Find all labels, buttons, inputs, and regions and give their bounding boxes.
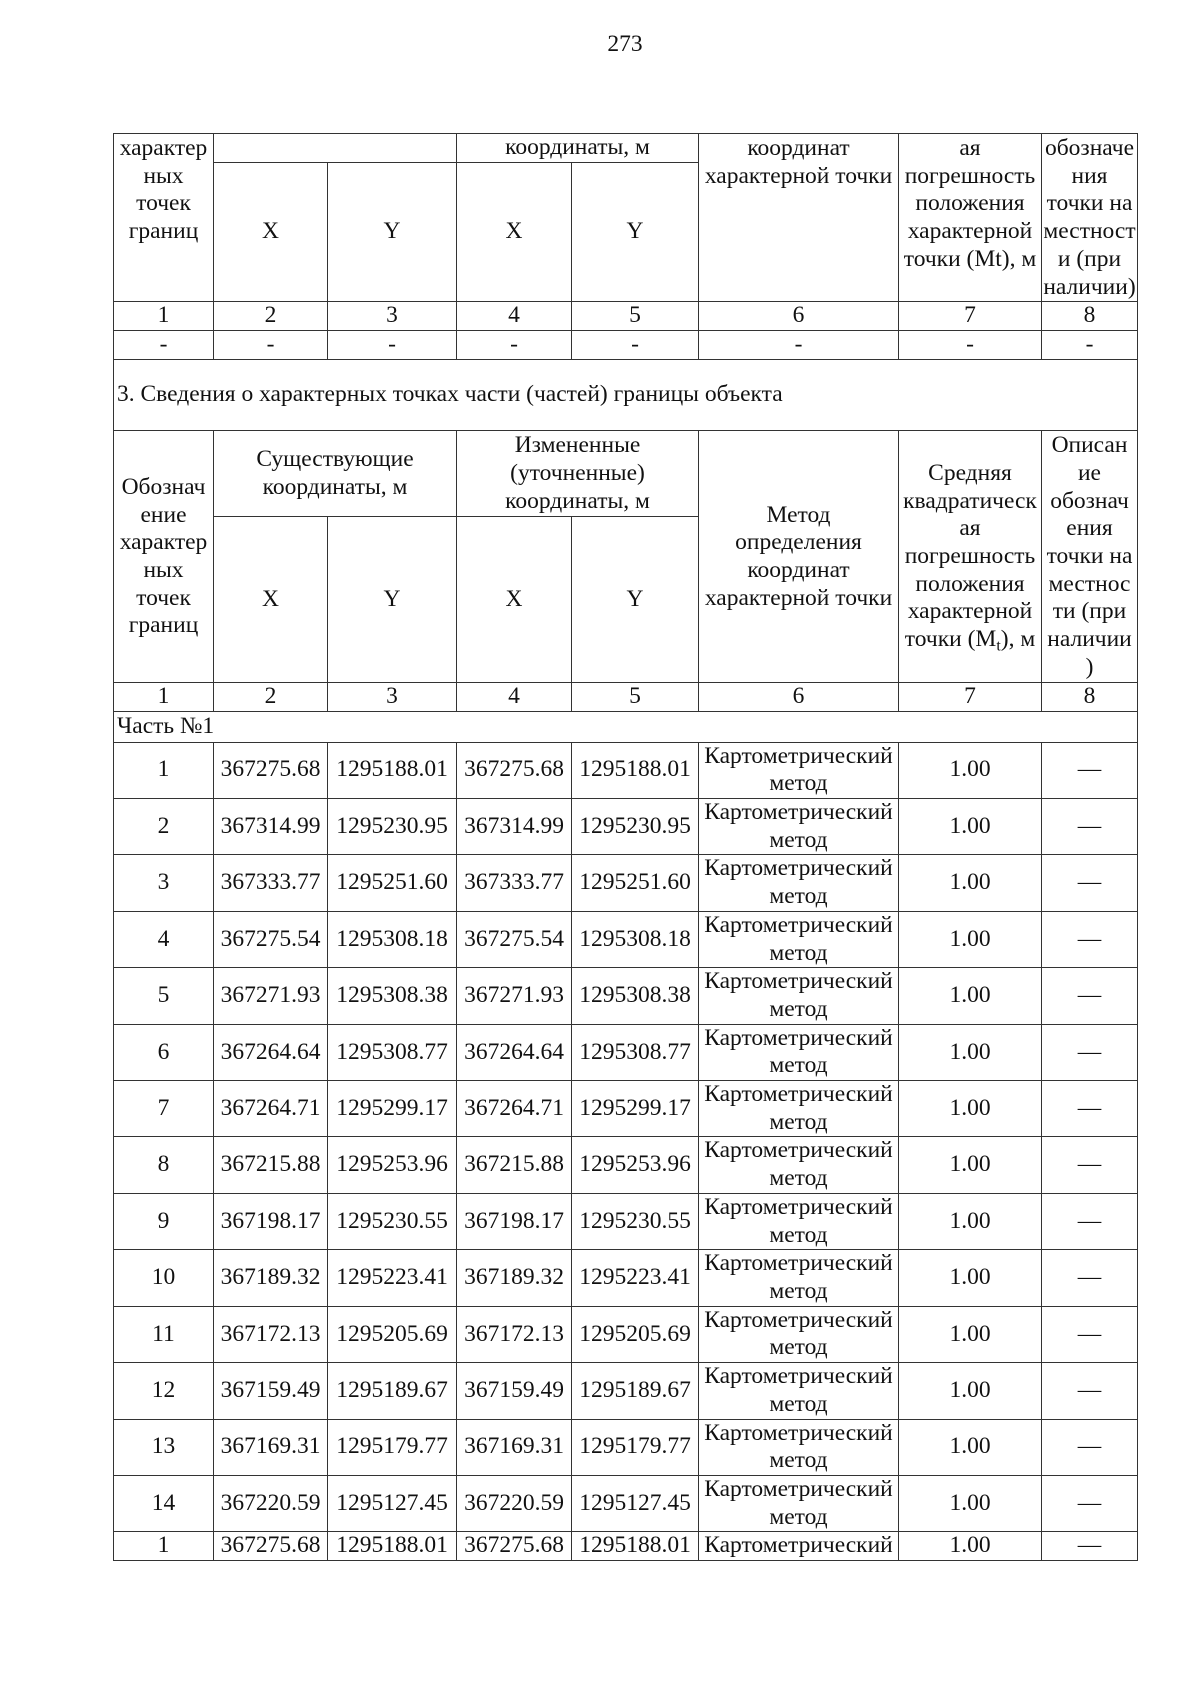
header-line: и (при bbox=[1057, 245, 1122, 272]
header-line: координаты, м bbox=[505, 487, 650, 514]
header-line: точки на bbox=[1046, 190, 1133, 217]
column-number: 1 bbox=[114, 302, 214, 331]
point-row bbox=[114, 1419, 1138, 1475]
existing-x: 367189.32 bbox=[214, 1250, 328, 1306]
method-line: Картометрический bbox=[704, 1532, 893, 1559]
mean-square-error: 1.00 bbox=[899, 1363, 1042, 1419]
axis-x-label: X bbox=[214, 162, 328, 302]
existing-x: 367215.88 bbox=[214, 1137, 328, 1193]
column-number: 2 bbox=[214, 683, 328, 712]
description-dash: — bbox=[1042, 1363, 1138, 1419]
empty-value: - bbox=[114, 331, 214, 360]
existing-y: 1295188.01 bbox=[328, 1532, 457, 1561]
header-line: Существующие bbox=[256, 445, 414, 472]
point-row bbox=[114, 1250, 1138, 1306]
method-line: Картометрический bbox=[704, 911, 893, 938]
updated-x: 367271.93 bbox=[457, 968, 572, 1024]
existing-y: 1295299.17 bbox=[328, 1081, 457, 1137]
existing-y: 1295308.38 bbox=[328, 968, 457, 1024]
method bbox=[699, 1419, 899, 1475]
continued-header-empty-group bbox=[214, 134, 457, 163]
header-line: положения bbox=[915, 190, 1025, 217]
mean-square-error: 1.00 bbox=[899, 1081, 1042, 1137]
header-line: наличии) bbox=[1043, 273, 1136, 300]
header-line: Обознач bbox=[121, 473, 206, 500]
header-line: характер bbox=[119, 529, 208, 556]
header-line: точек bbox=[136, 190, 191, 217]
updated-x: 367275.54 bbox=[457, 911, 572, 967]
header-line: характерной bbox=[907, 598, 1033, 625]
section-header-row bbox=[114, 431, 1138, 517]
column-number: 5 bbox=[572, 683, 699, 712]
axis-y-label: Y bbox=[572, 162, 699, 302]
empty-values-row bbox=[114, 331, 1138, 360]
updated-y: 1295251.60 bbox=[572, 855, 699, 911]
header-method bbox=[699, 431, 899, 683]
existing-x: 367172.13 bbox=[214, 1306, 328, 1362]
method bbox=[699, 1137, 899, 1193]
existing-x: 367198.17 bbox=[214, 1193, 328, 1249]
header-line bbox=[899, 626, 1041, 654]
header-line: определения bbox=[735, 529, 862, 556]
header-line: Описан bbox=[1051, 432, 1128, 459]
existing-x: 367264.64 bbox=[214, 1024, 328, 1080]
method-line: метод bbox=[769, 1165, 828, 1192]
mean-square-error: 1.00 bbox=[899, 742, 1042, 798]
method-line: метод bbox=[769, 1390, 828, 1417]
method bbox=[699, 911, 899, 967]
mean-square-error: 1.00 bbox=[899, 1532, 1042, 1561]
existing-y: 1295223.41 bbox=[328, 1250, 457, 1306]
point-id: 2 bbox=[114, 799, 214, 855]
existing-y: 1295179.77 bbox=[328, 1419, 457, 1475]
description-dash: — bbox=[1042, 1081, 1138, 1137]
header-line: ая bbox=[959, 135, 981, 161]
description-dash: — bbox=[1042, 1250, 1138, 1306]
header-line: (уточненные) bbox=[510, 459, 645, 486]
header-line: местност bbox=[1043, 218, 1136, 245]
point-id: 9 bbox=[114, 1193, 214, 1249]
updated-y: 1295223.41 bbox=[572, 1250, 699, 1306]
existing-y: 1295189.67 bbox=[328, 1363, 457, 1419]
header-line: координаты, м bbox=[262, 473, 408, 500]
header-existing-coords bbox=[214, 431, 457, 517]
updated-x: 367159.49 bbox=[457, 1363, 572, 1419]
method-line: Картометрический bbox=[704, 1137, 893, 1164]
column-number: 1 bbox=[114, 683, 214, 712]
table-header-body bbox=[114, 134, 1138, 743]
header-line: ти (при bbox=[1052, 598, 1127, 625]
empty-value: - bbox=[457, 331, 572, 360]
description-dash: — bbox=[1042, 1193, 1138, 1249]
column-number: 5 bbox=[572, 302, 699, 331]
method bbox=[699, 968, 899, 1024]
updated-y: 1295179.77 bbox=[572, 1419, 699, 1475]
existing-x: 367333.77 bbox=[214, 855, 328, 911]
method-line: метод bbox=[769, 826, 828, 853]
point-id: 10 bbox=[114, 1250, 214, 1306]
header-line: характер bbox=[119, 135, 208, 161]
description-dash: — bbox=[1042, 1532, 1138, 1561]
existing-y: 1295127.45 bbox=[328, 1475, 457, 1531]
point-id: 7 bbox=[114, 1081, 214, 1137]
existing-x: 367275.68 bbox=[214, 1532, 328, 1561]
empty-value: - bbox=[1042, 331, 1138, 360]
point-row bbox=[114, 742, 1138, 798]
method-line: Картометрический bbox=[704, 799, 893, 826]
method-line: Картометрический bbox=[704, 1250, 893, 1277]
axis-y-label: Y bbox=[328, 516, 457, 683]
column-number: 8 bbox=[1042, 302, 1138, 331]
mean-square-error: 1.00 bbox=[899, 1137, 1042, 1193]
existing-x: 367220.59 bbox=[214, 1475, 328, 1531]
mean-square-error: 1.00 bbox=[899, 1306, 1042, 1362]
existing-y: 1295308.77 bbox=[328, 1024, 457, 1080]
mean-square-error: 1.00 bbox=[899, 911, 1042, 967]
point-id: 6 bbox=[114, 1024, 214, 1080]
method-line: метод bbox=[769, 939, 828, 966]
method-line: Картометрический bbox=[704, 1024, 893, 1051]
empty-value: - bbox=[572, 331, 699, 360]
mean-square-error: 1.00 bbox=[899, 1250, 1042, 1306]
column-numbers-row bbox=[114, 683, 1138, 712]
description-dash: — bbox=[1042, 911, 1138, 967]
boundary-points-table bbox=[113, 133, 1138, 1561]
point-id: 11 bbox=[114, 1306, 214, 1362]
header-line: местнос bbox=[1048, 570, 1131, 597]
updated-x: 367172.13 bbox=[457, 1306, 572, 1362]
column-number: 4 bbox=[457, 302, 572, 331]
header-description bbox=[1042, 431, 1138, 683]
mean-square-error: 1.00 bbox=[899, 1419, 1042, 1475]
description-dash: — bbox=[1042, 1024, 1138, 1080]
subscript-t: t bbox=[996, 637, 1001, 655]
point-row bbox=[114, 911, 1138, 967]
existing-y: 1295188.01 bbox=[328, 742, 457, 798]
updated-y: 1295299.17 bbox=[572, 1081, 699, 1137]
column-number: 6 bbox=[699, 302, 899, 331]
header-line: ие bbox=[1077, 459, 1101, 486]
existing-x: 367271.93 bbox=[214, 968, 328, 1024]
column-number: 6 bbox=[699, 683, 899, 712]
method-line: Картометрический bbox=[704, 1306, 893, 1333]
part-label: Часть №1 bbox=[114, 712, 1138, 743]
mean-square-error: 1.00 bbox=[899, 968, 1042, 1024]
header-line: ения bbox=[1066, 515, 1113, 542]
column-number: 7 bbox=[899, 683, 1042, 712]
updated-y: 1295188.01 bbox=[572, 742, 699, 798]
existing-y: 1295230.95 bbox=[328, 799, 457, 855]
method bbox=[699, 799, 899, 855]
updated-x: 367264.71 bbox=[457, 1081, 572, 1137]
header-line: ение bbox=[140, 501, 187, 528]
point-row bbox=[114, 1024, 1138, 1080]
header-text: ), м bbox=[1000, 626, 1036, 653]
part-label-row bbox=[114, 712, 1138, 743]
header-line: характерной точки bbox=[704, 162, 893, 189]
existing-x: 367159.49 bbox=[214, 1363, 328, 1419]
continued-header-row bbox=[114, 134, 1138, 163]
axis-y-label: Y bbox=[328, 162, 457, 302]
header-line: обознач bbox=[1050, 487, 1129, 514]
continued-header-point-label bbox=[114, 134, 214, 302]
method-line: метод bbox=[769, 995, 828, 1022]
existing-x: 367275.68 bbox=[214, 742, 328, 798]
description-dash: — bbox=[1042, 1306, 1138, 1362]
empty-value: - bbox=[699, 331, 899, 360]
header-line: ных bbox=[143, 162, 184, 189]
header-line: погрешность bbox=[904, 162, 1036, 189]
method-line: Картометрический bbox=[704, 1193, 893, 1220]
method bbox=[699, 1250, 899, 1306]
updated-y: 1295308.18 bbox=[572, 911, 699, 967]
description-dash: — bbox=[1042, 742, 1138, 798]
point-id: 14 bbox=[114, 1475, 214, 1531]
updated-y: 1295189.67 bbox=[572, 1363, 699, 1419]
column-number: 3 bbox=[328, 683, 457, 712]
point-id: 5 bbox=[114, 968, 214, 1024]
point-row bbox=[114, 1137, 1138, 1193]
column-number: 4 bbox=[457, 683, 572, 712]
mean-square-error: 1.00 bbox=[899, 1475, 1042, 1531]
description-dash: — bbox=[1042, 1137, 1138, 1193]
header-line: Метод bbox=[766, 501, 831, 528]
header-error bbox=[899, 431, 1042, 683]
method-line: метод bbox=[769, 1503, 828, 1530]
column-number: 2 bbox=[214, 302, 328, 331]
point-id: 4 bbox=[114, 911, 214, 967]
updated-x: 367198.17 bbox=[457, 1193, 572, 1249]
updated-y: 1295230.55 bbox=[572, 1193, 699, 1249]
point-row bbox=[114, 1306, 1138, 1362]
section-title-row bbox=[114, 359, 1138, 431]
updated-x: 367169.31 bbox=[457, 1419, 572, 1475]
method bbox=[699, 1306, 899, 1362]
header-line: положения bbox=[915, 570, 1025, 597]
description-dash: — bbox=[1042, 968, 1138, 1024]
existing-y: 1295251.60 bbox=[328, 855, 457, 911]
header-line: наличии bbox=[1047, 626, 1132, 653]
description-dash: — bbox=[1042, 1475, 1138, 1531]
existing-x: 367275.54 bbox=[214, 911, 328, 967]
axis-y-label: Y bbox=[572, 516, 699, 683]
method-line: метод bbox=[769, 1108, 828, 1135]
mean-square-error: 1.00 bbox=[899, 1193, 1042, 1249]
existing-y: 1295205.69 bbox=[328, 1306, 457, 1362]
method bbox=[699, 742, 899, 798]
header-line: квадратическ bbox=[903, 487, 1037, 514]
existing-y: 1295253.96 bbox=[328, 1137, 457, 1193]
header-line: ния bbox=[1071, 162, 1108, 189]
header-line: координат bbox=[747, 556, 850, 583]
method-line: метод bbox=[769, 1447, 828, 1474]
section-title: 3. Сведения о характерных точках части (частей) границы объекта bbox=[114, 359, 1138, 431]
column-number: 3 bbox=[328, 302, 457, 331]
updated-y: 1295188.01 bbox=[572, 1532, 699, 1561]
header-line: координат bbox=[747, 135, 850, 161]
point-id: 1 bbox=[114, 1532, 214, 1561]
continued-header-description bbox=[1042, 134, 1138, 302]
point-row bbox=[114, 1475, 1138, 1531]
method bbox=[699, 1193, 899, 1249]
empty-value: - bbox=[899, 331, 1042, 360]
point-rows-body bbox=[114, 742, 1138, 1561]
method bbox=[699, 855, 899, 911]
continued-header-coords-group: координаты, м bbox=[457, 134, 699, 163]
header-line: ) bbox=[1085, 653, 1094, 680]
description-dash: — bbox=[1042, 1419, 1138, 1475]
updated-x: 367220.59 bbox=[457, 1475, 572, 1531]
existing-x: 367314.99 bbox=[214, 799, 328, 855]
mean-square-error: 1.00 bbox=[899, 1024, 1042, 1080]
header-point-label bbox=[114, 431, 214, 683]
updated-x: 367275.68 bbox=[457, 1532, 572, 1561]
empty-value: - bbox=[328, 331, 457, 360]
method-line: метод bbox=[769, 770, 828, 797]
axis-x-label: X bbox=[457, 516, 572, 683]
header-line: границ bbox=[128, 218, 199, 245]
point-row bbox=[114, 1193, 1138, 1249]
header-updated-coords bbox=[457, 431, 699, 517]
updated-x: 367314.99 bbox=[457, 799, 572, 855]
point-row bbox=[114, 968, 1138, 1024]
updated-x: 367275.68 bbox=[457, 742, 572, 798]
point-row bbox=[114, 1532, 1138, 1561]
updated-y: 1295205.69 bbox=[572, 1306, 699, 1362]
existing-x: 367264.71 bbox=[214, 1081, 328, 1137]
header-line: характерной bbox=[907, 218, 1033, 245]
existing-x: 367169.31 bbox=[214, 1419, 328, 1475]
continued-header-method bbox=[699, 134, 899, 302]
method-line: метод bbox=[769, 883, 828, 910]
header-line: характерной точки bbox=[704, 584, 893, 611]
column-numbers-row bbox=[114, 302, 1138, 331]
header-line: ая bbox=[959, 515, 981, 542]
method-line: метод bbox=[769, 1277, 828, 1304]
existing-y: 1295308.18 bbox=[328, 911, 457, 967]
updated-y: 1295308.38 bbox=[572, 968, 699, 1024]
updated-x: 367333.77 bbox=[457, 855, 572, 911]
method bbox=[699, 1081, 899, 1137]
point-id: 13 bbox=[114, 1419, 214, 1475]
continued-header-error bbox=[899, 134, 1042, 302]
point-row bbox=[114, 1363, 1138, 1419]
header-line: ных bbox=[143, 556, 184, 583]
point-row bbox=[114, 1081, 1138, 1137]
point-id: 12 bbox=[114, 1363, 214, 1419]
existing-y: 1295230.55 bbox=[328, 1193, 457, 1249]
point-row bbox=[114, 855, 1138, 911]
header-line: точки (Mt), м bbox=[903, 245, 1037, 272]
point-id: 3 bbox=[114, 855, 214, 911]
description-dash: — bbox=[1042, 855, 1138, 911]
method-line: Картометрический bbox=[704, 742, 893, 769]
axis-x-label: X bbox=[214, 516, 328, 683]
method-line: Картометрический bbox=[704, 968, 893, 995]
method-line: метод bbox=[769, 1052, 828, 1079]
method-line: Картометрический bbox=[704, 1475, 893, 1502]
method-line: Картометрический bbox=[704, 1363, 893, 1390]
method bbox=[699, 1532, 899, 1561]
updated-x: 367215.88 bbox=[457, 1137, 572, 1193]
point-row bbox=[114, 799, 1138, 855]
column-number: 8 bbox=[1042, 683, 1138, 712]
mean-square-error: 1.00 bbox=[899, 855, 1042, 911]
header-text: точки (M bbox=[904, 626, 997, 653]
mean-square-error: 1.00 bbox=[899, 799, 1042, 855]
updated-x: 367189.32 bbox=[457, 1250, 572, 1306]
method-line: метод bbox=[769, 1334, 828, 1361]
point-id: 1 bbox=[114, 742, 214, 798]
header-line: границ bbox=[128, 612, 199, 639]
axis-x-label: X bbox=[457, 162, 572, 302]
description-dash: — bbox=[1042, 799, 1138, 855]
updated-y: 1295253.96 bbox=[572, 1137, 699, 1193]
empty-value: - bbox=[214, 331, 328, 360]
method bbox=[699, 1024, 899, 1080]
header-line: обозначе bbox=[1044, 135, 1135, 161]
updated-x: 367264.64 bbox=[457, 1024, 572, 1080]
page-number: 273 bbox=[607, 31, 643, 57]
column-number: 7 bbox=[899, 302, 1042, 331]
header-line: Средняя bbox=[928, 459, 1012, 486]
method-line: Картометрический bbox=[704, 855, 893, 882]
method-line: Картометрический bbox=[704, 1419, 893, 1446]
updated-y: 1295308.77 bbox=[572, 1024, 699, 1080]
updated-y: 1295230.95 bbox=[572, 799, 699, 855]
method bbox=[699, 1475, 899, 1531]
header-line: точек bbox=[136, 584, 191, 611]
method bbox=[699, 1363, 899, 1419]
header-line: погрешность bbox=[904, 543, 1036, 570]
header-line: точки на bbox=[1046, 543, 1133, 570]
method-line: метод bbox=[769, 1221, 828, 1248]
method-line: Картометрический bbox=[704, 1081, 893, 1108]
header-line: Измененные bbox=[514, 432, 641, 459]
updated-y: 1295127.45 bbox=[572, 1475, 699, 1531]
point-id: 8 bbox=[114, 1137, 214, 1193]
